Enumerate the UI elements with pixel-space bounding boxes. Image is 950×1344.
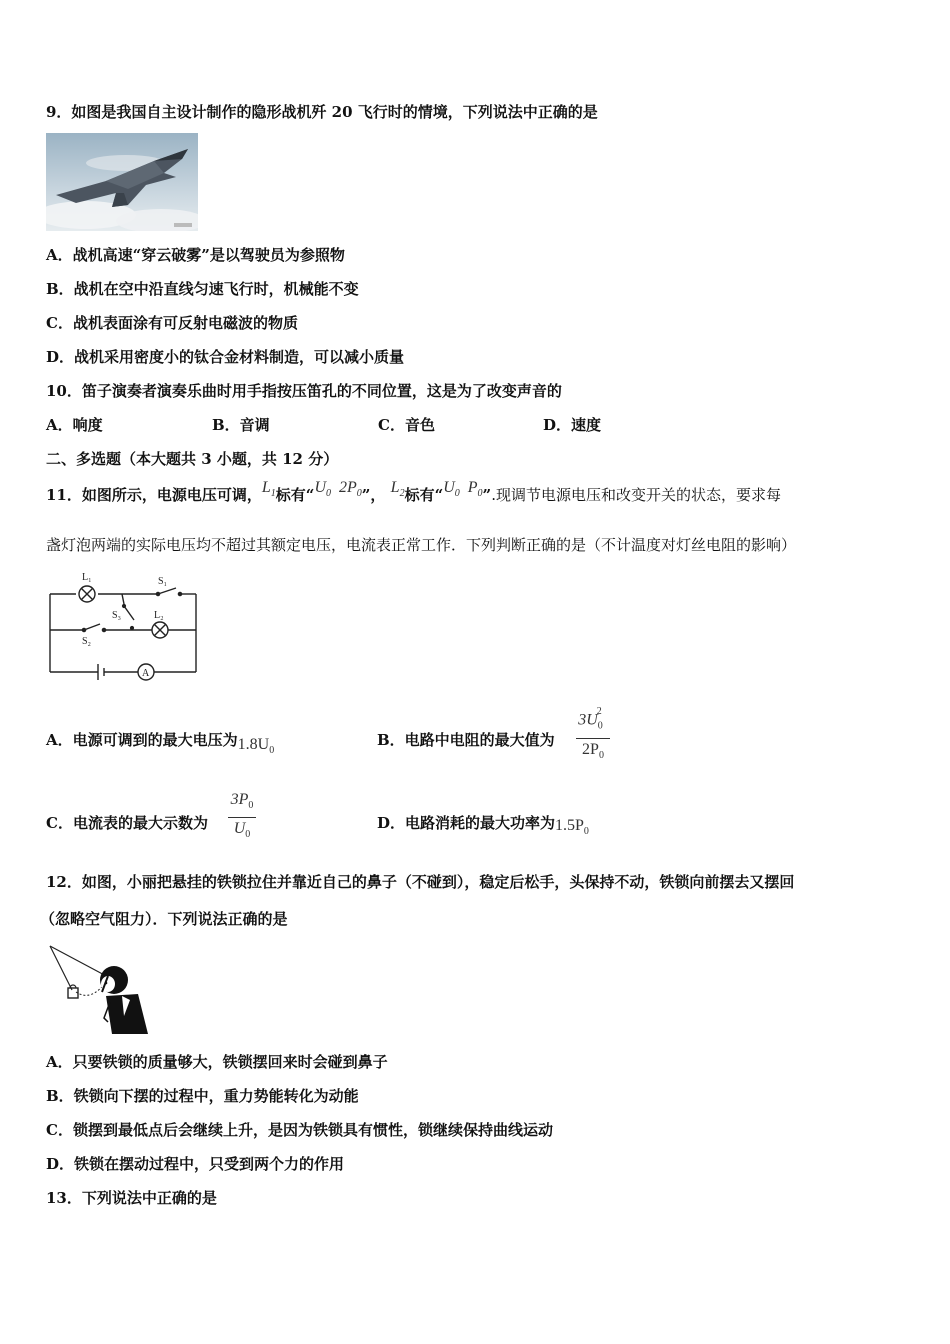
q10-option-d: D．速度 bbox=[543, 416, 602, 434]
q11-option-b-fraction: $3U_0^2$ $2P_0$ bbox=[576, 706, 610, 766]
switch-s2-icon bbox=[84, 624, 100, 630]
switch-s1-icon bbox=[158, 588, 176, 594]
q11-option-a: A．电源可调到的最大电压为$1.8U_0$ bbox=[46, 731, 275, 757]
q11-option-b-label: B．电路中电阻的最大值为 bbox=[377, 731, 555, 749]
q11-option-c-label: C．电流表的最大示数为 bbox=[46, 814, 208, 832]
q9-option-d: D．战机采用密度小的钛合金材料制造，可以减小质量 bbox=[46, 348, 405, 366]
q11-stem-line2: 盏灯泡两端的实际电压均不超过其额定电压，电流表正常工作．下列判断正确的是（不计温度对灯丝电阻的影响） bbox=[46, 536, 797, 554]
q11-option-d: D．电路消耗的最大功率为$1.5P_0$ bbox=[377, 814, 589, 838]
switch-s3-icon bbox=[124, 606, 134, 620]
s1-label: S₁ bbox=[158, 576, 168, 587]
q10-option-a: A．响度 bbox=[46, 416, 103, 434]
q12-option-a: A．只要铁锁的质量够大，铁锁摆回来时会碰到鼻子 bbox=[46, 1053, 388, 1071]
q12-option-d: D．铁锁在摆动过程中，只受到两个力的作用 bbox=[46, 1155, 345, 1173]
q11-stem-line1: 11．如图所示，电源电压可调，$L_1$标有“$U_0$ $2P_0$”， $L_2$标有“$U_0$ $P_0$”.现调节电源电压和改变开关的状态，要求每 bbox=[46, 479, 781, 504]
q12-stem-line2: （忽略空气阻力）．下列说法正确的是 bbox=[40, 910, 288, 928]
section-2-heading: 二、多选题（本大题共 3 小题，共 12 分） bbox=[46, 450, 339, 468]
q10-stem: 10．笛子演奏者演奏乐曲时用手指按压笛孔的不同位置，这是为了改变声音的 bbox=[46, 382, 562, 400]
lock-icon bbox=[68, 988, 78, 998]
q9-stem: 9．如图是我国自主设计制作的隐形战机歼 20 飞行时的情境，下列说法中正确的是 bbox=[46, 103, 598, 121]
q9-option-b: B．战机在空中沿直线匀速飞行时，机械能不变 bbox=[46, 280, 359, 298]
s3-label: S₃ bbox=[112, 610, 122, 621]
q12-option-b: B．铁锁向下摆的过程中，重力势能转化为动能 bbox=[46, 1087, 359, 1105]
s2-label: S₂ bbox=[82, 636, 92, 647]
q9-option-a: A．战机高速“穿云破雾”是以驾驶员为参照物 bbox=[46, 246, 345, 264]
ammeter-label: A bbox=[142, 668, 150, 679]
q13-stem: 13．下列说法中正确的是 bbox=[46, 1189, 217, 1207]
l1-label: L₁ bbox=[82, 572, 92, 583]
pendulum-girl-illustration bbox=[46, 942, 152, 1036]
q12-stem-line1: 12．如图，小丽把悬挂的铁锁拉住并靠近自己的鼻子（不碰到），稳定后松手，头保持不动，铁锁向前摆去又摆回 bbox=[46, 873, 795, 891]
jet-fighter-photo bbox=[46, 133, 198, 231]
q9-option-c: C．战机表面涂有可反射电磁波的物质 bbox=[46, 314, 298, 332]
q11-option-c-fraction: $3P_0$ $U_0$ bbox=[228, 790, 256, 845]
q10-option-c: C．音色 bbox=[378, 416, 435, 434]
l2-label: L₂ bbox=[154, 610, 164, 621]
q10-option-b: B．音调 bbox=[212, 416, 270, 434]
q12-option-c: C．锁摆到最低点后会继续上升，是因为铁锁具有惯性，锁继续保持曲线运动 bbox=[46, 1121, 553, 1139]
q11-circuit-diagram bbox=[46, 570, 201, 682]
